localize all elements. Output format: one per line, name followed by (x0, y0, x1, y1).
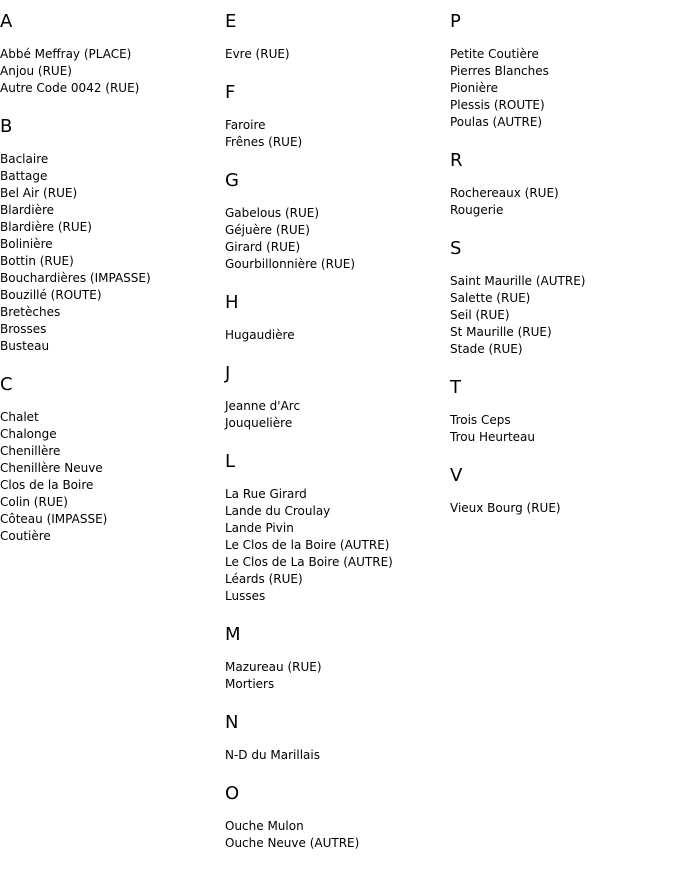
street-list (450, 273, 670, 358)
street-name: Abbé Meffray (PLACE) (0, 47, 132, 61)
street-name: Pionière (450, 81, 499, 95)
letter-heading: P (450, 11, 461, 32)
street-list (450, 412, 670, 446)
letter-heading: V (450, 465, 463, 486)
letter-group (225, 624, 445, 693)
street-name: Frênes (RUE) (225, 135, 303, 149)
letter-group (225, 292, 445, 344)
letter-group (225, 363, 445, 432)
street-name: Evre (RUE) (225, 47, 290, 61)
street-name: N-D du Marillais (225, 748, 320, 762)
letter-group (225, 451, 445, 605)
street-name: Gourbillonnière (RUE) (225, 257, 356, 271)
street-name: Plessis (ROUTE) (450, 98, 545, 112)
letter-group (225, 170, 445, 273)
street-name: Bottin (RUE) (0, 254, 74, 268)
letter-group (225, 82, 445, 151)
street-name: Brosses (0, 322, 47, 336)
street-name: Bretèches (0, 305, 61, 319)
letter-heading: O (225, 783, 240, 804)
letter-group (450, 11, 670, 131)
street-name: Jeanne d'Arc (225, 399, 301, 413)
letter-heading: F (225, 82, 236, 103)
street-index-column-2 (225, 0, 445, 871)
street-list (0, 409, 220, 545)
street-name: Battage (0, 169, 48, 183)
letter-heading: S (450, 238, 462, 259)
street-list (225, 327, 445, 344)
letter-group (0, 11, 220, 97)
street-name: Clos de la Boire (0, 478, 94, 492)
street-name: Pierres Blanches (450, 64, 549, 78)
street-name: Mazureau (RUE) (225, 660, 322, 674)
street-name: Ouche Neuve (AUTRE) (225, 836, 360, 850)
street-name: Lande du Croulay (225, 504, 331, 518)
letter-group (0, 374, 220, 545)
letter-heading: J (225, 363, 231, 384)
letter-heading: B (0, 116, 13, 137)
street-index-column-1 (0, 0, 220, 564)
street-name: Anjou (RUE) (0, 64, 72, 78)
street-name: Le Clos de La Boire (AUTRE) (225, 555, 393, 569)
street-list (225, 205, 445, 273)
street-name: Gabelous (RUE) (225, 206, 320, 220)
street-name: Colin (RUE) (0, 495, 68, 509)
street-list (225, 747, 445, 764)
street-list (0, 151, 220, 355)
street-name: Trois Ceps (450, 413, 511, 427)
street-list (225, 818, 445, 852)
street-name: Hugaudière (225, 328, 295, 342)
letter-heading: M (225, 624, 241, 645)
letter-heading: T (450, 377, 461, 398)
street-name: Saint Maurille (AUTRE) (450, 274, 586, 288)
street-list (225, 486, 445, 605)
street-name: Vieux Bourg (RUE) (450, 501, 561, 515)
letter-heading: L (225, 451, 236, 472)
street-name: Bel Air (RUE) (0, 186, 78, 200)
street-name: Busteau (0, 339, 50, 353)
street-name: Faroire (225, 118, 266, 132)
street-name: Chalonge (0, 427, 57, 441)
street-name: Girard (RUE) (225, 240, 301, 254)
street-name: Côteau (IMPASSE) (0, 512, 108, 526)
street-name: Rochereaux (RUE) (450, 186, 559, 200)
letter-heading: E (225, 11, 237, 32)
letter-heading: A (0, 11, 13, 32)
letter-heading: C (0, 374, 13, 395)
street-name: Chalet (0, 410, 39, 424)
letter-group (450, 238, 670, 358)
street-name: Léards (RUE) (225, 572, 303, 586)
letter-group (450, 377, 670, 446)
street-name: Petite Coutière (450, 47, 539, 61)
street-list (450, 500, 670, 517)
street-name: Lande Pivin (225, 521, 294, 535)
letter-group (450, 150, 670, 219)
street-name: Géjuère (RUE) (225, 223, 310, 237)
letter-heading: R (450, 150, 463, 171)
street-name: Blardière (0, 203, 55, 217)
street-list (225, 398, 445, 432)
street-name: Autre Code 0042 (RUE) (0, 81, 140, 95)
street-name: Jouquelière (225, 416, 293, 430)
street-list (225, 117, 445, 151)
street-name: Blardière (RUE) (0, 220, 92, 234)
street-list (450, 46, 670, 131)
street-name: Ouche Mulon (225, 819, 304, 833)
letter-group (225, 11, 445, 63)
letter-group (450, 465, 670, 517)
street-name: Bouzillé (ROUTE) (0, 288, 102, 302)
street-name: Bolinière (0, 237, 53, 251)
street-name: Mortiers (225, 677, 275, 691)
street-list (0, 46, 220, 97)
street-list (225, 46, 445, 63)
street-name: Chenillère Neuve (0, 461, 103, 475)
street-name: Baclaire (0, 152, 49, 166)
letter-heading: G (225, 170, 239, 191)
street-name: Chenillère (0, 444, 61, 458)
street-name: Trou Heurteau (450, 430, 535, 444)
letter-group (225, 712, 445, 764)
street-name: La Rue Girard (225, 487, 307, 501)
street-name: Rougerie (450, 203, 504, 217)
street-name: Seil (RUE) (450, 308, 510, 322)
street-name: Lusses (225, 589, 266, 603)
letter-heading: H (225, 292, 239, 313)
street-name: Poulas (AUTRE) (450, 115, 543, 129)
street-list (450, 185, 670, 219)
street-name: Stade (RUE) (450, 342, 523, 356)
street-list (225, 659, 445, 693)
letter-group (0, 116, 220, 355)
street-name: Bouchardières (IMPASSE) (0, 271, 151, 285)
street-name: St Maurille (RUE) (450, 325, 552, 339)
street-name: Salette (RUE) (450, 291, 531, 305)
street-index-column-3 (450, 0, 670, 536)
letter-group (225, 783, 445, 852)
street-name: Le Clos de la Boire (AUTRE) (225, 538, 390, 552)
letter-heading: N (225, 712, 239, 733)
street-name: Coutière (0, 529, 51, 543)
